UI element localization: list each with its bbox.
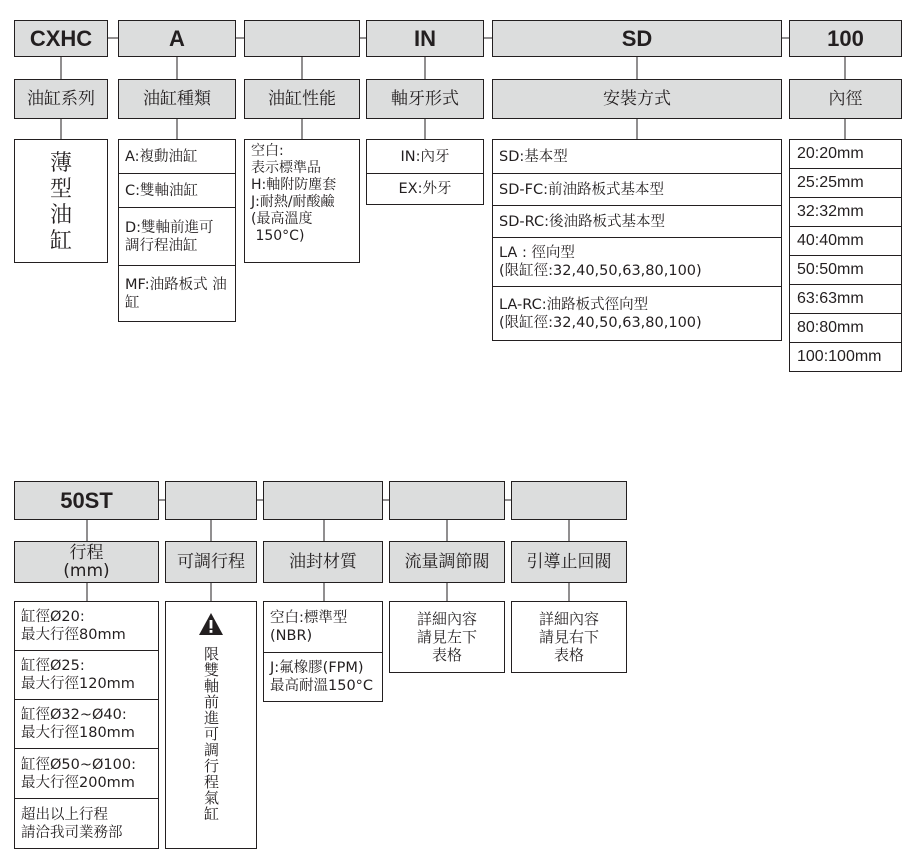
performance-line: J:耐熱/耐酸鹼 xyxy=(251,194,335,210)
header-series: 油缸系列 xyxy=(14,79,108,119)
thread-option xyxy=(366,139,484,174)
stroke-option xyxy=(14,650,159,700)
header-thread: 軸牙形式 xyxy=(366,79,484,119)
flow-valve-line: 表格 xyxy=(431,646,462,664)
stroke-20: 缸徑Ø20: xyxy=(21,609,85,625)
mount-option xyxy=(492,205,782,238)
stroke-32-40-max: 最大行徑180mm xyxy=(21,725,135,741)
thread-option-in: IN:內牙 xyxy=(400,148,450,165)
check-valve-line: 表格 xyxy=(553,646,584,664)
stroke-25: 缸徑Ø25: xyxy=(21,658,85,674)
mount-option-la-limit: (限缸徑:32,40,50,63,80,100) xyxy=(499,263,702,279)
check-valve-line: 詳細內容 xyxy=(538,610,599,628)
code-performance xyxy=(244,20,360,57)
code-adjustable xyxy=(165,481,257,520)
bore-option xyxy=(789,313,902,343)
stroke-option xyxy=(14,699,159,749)
type-option-mf: MF:油路板式 油缸 xyxy=(125,276,227,311)
seal-fpm-temp: 最高耐溫150°C xyxy=(270,678,374,694)
performance-line: 空白: xyxy=(251,143,284,159)
header-flow-valve: 流量調節閥 xyxy=(389,541,505,583)
code-bore: 100 xyxy=(789,20,902,57)
seal-option xyxy=(263,652,383,702)
mount-option-la: LA : 徑向型 xyxy=(499,245,575,261)
header-check-valve: 引導止回閥 xyxy=(511,541,627,583)
seal-standard-material: (NBR) xyxy=(270,628,313,644)
thread-option-ex: EX:外牙 xyxy=(398,181,452,197)
bore-option xyxy=(789,284,902,314)
stroke-50-100: 缸徑Ø50~Ø100: xyxy=(21,756,136,773)
bore-40: 40:40mm xyxy=(797,232,864,249)
bore-25: 25:25mm xyxy=(797,174,864,191)
bore-option xyxy=(789,342,902,372)
bore-100: 100:100mm xyxy=(797,348,882,365)
performance-line: (最高溫度 xyxy=(251,211,313,227)
bore-80: 80:80mm xyxy=(797,319,864,336)
performance-line: 表示標準品 xyxy=(251,160,321,176)
bore-option xyxy=(789,197,902,227)
code-series: CXHC xyxy=(14,20,108,57)
seal-fpm: J:氟橡膠(FPM) xyxy=(270,660,364,676)
type-option-a: A:複動油缸 xyxy=(125,148,198,165)
mount-option-sd-rc: SD-RC:後油路板式基本型 xyxy=(499,213,665,230)
code-seal xyxy=(263,481,383,520)
code-flow-valve xyxy=(389,481,505,520)
type-option xyxy=(118,207,236,266)
code-mount: SD xyxy=(492,20,782,57)
code-stroke: 50ST xyxy=(14,481,159,520)
stroke-option xyxy=(14,601,159,651)
type-option xyxy=(118,265,236,322)
stroke-option xyxy=(14,748,159,799)
code-check-valve xyxy=(511,481,627,520)
type-option-c: C:雙軸油缸 xyxy=(125,182,199,199)
mount-option-sd: SD:基本型 xyxy=(499,148,568,165)
bore-option xyxy=(789,168,902,198)
bore-option xyxy=(789,255,902,285)
header-bore: 內徑 xyxy=(789,79,902,119)
series-description xyxy=(14,139,108,263)
stroke-option xyxy=(14,798,159,849)
bore-63: 63:63mm xyxy=(797,290,864,307)
header-seal: 油封材質 xyxy=(263,541,383,583)
stroke-beyond: 超出以上行程 xyxy=(21,806,108,823)
header-mount: 安裝方式 xyxy=(492,79,782,119)
header-type: 油缸種類 xyxy=(118,79,236,119)
stroke-32-40: 缸徑Ø32~Ø40: xyxy=(21,707,127,723)
warning-icon xyxy=(198,612,224,636)
adjustable-note xyxy=(165,601,257,849)
seal-standard: 空白:標準型 xyxy=(270,610,348,626)
mount-option xyxy=(492,139,782,174)
thread-option xyxy=(366,173,484,205)
header-performance: 油缸性能 xyxy=(244,79,360,119)
performance-line: 150°C) xyxy=(251,228,305,244)
check-valve-line: 請見右下 xyxy=(538,628,599,646)
flow-valve-line: 請見左下 xyxy=(416,628,477,646)
bore-option xyxy=(789,226,902,256)
bore-32: 32:32mm xyxy=(797,203,864,220)
adjustable-note-text: 限雙軸前進可調行程氣缸 xyxy=(202,646,220,822)
flow-valve-note xyxy=(389,601,505,673)
type-option xyxy=(118,173,236,208)
type-option xyxy=(118,139,236,174)
type-option-d: D:雙軸前進可 調行程油缸 xyxy=(125,219,219,254)
bore-20: 20:20mm xyxy=(797,145,864,162)
code-thread: IN xyxy=(366,20,484,57)
header-stroke: 行程 (mm) xyxy=(14,541,159,583)
check-valve-note xyxy=(511,601,627,673)
stroke-50-100-max: 最大行徑200mm xyxy=(21,774,135,791)
code-type: A xyxy=(118,20,236,57)
bore-50: 50:50mm xyxy=(797,261,864,278)
bore-option xyxy=(789,139,902,169)
mount-option-la-rc: LA-RC:油路板式徑向型 xyxy=(499,296,649,313)
stroke-beyond-contact: 請洽我司業務部 xyxy=(21,824,123,841)
mount-option xyxy=(492,286,782,341)
header-adjustable: 可調行程 xyxy=(165,541,257,583)
performance-description xyxy=(244,139,360,263)
series-description-text: 薄型油缸 xyxy=(49,150,72,254)
mount-option-sd-fc: SD-FC:前油路板式基本型 xyxy=(499,181,664,198)
mount-option xyxy=(492,237,782,287)
performance-line: H:軸附防塵套 xyxy=(251,177,337,193)
seal-option xyxy=(263,601,383,653)
stroke-25-max: 最大行徑120mm xyxy=(21,676,135,692)
flow-valve-line: 詳細內容 xyxy=(416,610,477,628)
mount-option-la-rc-limit: (限缸徑:32,40,50,63,80,100) xyxy=(499,314,702,331)
mount-option xyxy=(492,173,782,206)
stroke-20-max: 最大行徑80mm xyxy=(21,627,126,643)
